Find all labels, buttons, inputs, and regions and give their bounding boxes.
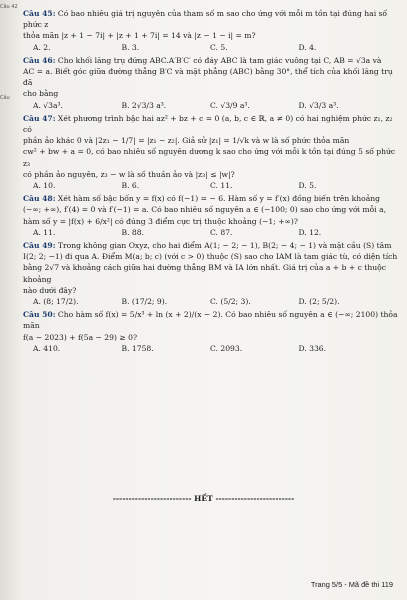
answer-options <box>23 343 399 354</box>
question-text: cho bằng <box>23 89 59 99</box>
answer-options <box>23 100 399 111</box>
answer-options <box>23 296 399 307</box>
option-c[interactable]: C. 2093. <box>210 343 243 353</box>
question-text: I(2; 2; −1) đi qua A. Điểm M(a; b; c) (với c > 0) thuộc (S) sao cho IAM là tam giác tù, có diện tích <box>23 252 398 262</box>
question-label: Câu 49: <box>23 241 56 251</box>
option-b[interactable]: B. 1758. <box>121 343 154 353</box>
question-text: f(a − 2023) + f(5a − 29) ≥ 0? <box>23 332 138 342</box>
question-45 <box>23 8 399 53</box>
option-d[interactable]: D. 336. <box>298 343 327 353</box>
question-text: phần ảo khác 0 và |2z₁ − 1/7| = |z₁ − z₂|. Giả sử |z₁| = 1/√k và w là số phức thỏa mãn <box>23 136 350 146</box>
option-d[interactable]: D. (2; 5/2). <box>298 297 340 307</box>
option-a[interactable]: A. (8; 17/2). <box>33 297 79 307</box>
answer-options <box>23 227 399 238</box>
question-47 <box>23 113 399 191</box>
option-b[interactable]: B. 6. <box>121 181 140 191</box>
question-text: cw² + bw + a = 0, có bao nhiêu số nguyên dương k sao cho ứng với mỗi k tồn tại đúng 5 số phức z₃ <box>23 147 396 168</box>
question-text: có phần ảo nguyên, z₃ − w là số thuần ảo và |z₃| ≤ |w|? <box>23 169 235 179</box>
question-text: Xét hàm số bậc bốn y = f(x) có f(−1) = − 6. Hàm số y = f′(x) đồng biến trên khoảng <box>57 194 380 204</box>
question-text: Cho khối lăng trụ đứng ABC.A′B′C′ có đáy ABC là tam giác vuông tại C, AB = √3a và <box>57 55 382 65</box>
option-c[interactable]: C. √3/9 a³. <box>210 100 250 110</box>
question-list <box>23 8 399 354</box>
question-text: hàm số y = |f(x) + 6/x²| có đúng 3 điểm cực trị thuộc khoảng (−1; +∞)? <box>23 216 298 226</box>
question-text: Cho hàm số f(x) = 5/x³ + ln (x + 2)/(x − 2). Có bao nhiêu số nguyên a ∈ (−∞; 2100) thỏa mãn <box>23 310 398 331</box>
option-b[interactable]: B. 88. <box>121 227 144 237</box>
option-c[interactable]: C. 5. <box>210 42 228 52</box>
margin-note: Câu <box>0 95 10 101</box>
margin-note: Câu 42 <box>0 4 18 10</box>
question-text: Trong không gian Oxyz, cho hai điểm A(1; − 2; − 1), B(2; − 4; − 1) và mặt cầu (S) tâm <box>57 241 392 251</box>
option-d[interactable]: D. √3/3 a³. <box>298 100 339 110</box>
question-label: Câu 50: <box>23 310 56 320</box>
question-text: Có bao nhiêu giá trị nguyên của tham số m sao cho ứng với mỗi m tồn tại đúng hai số phức z <box>23 9 388 30</box>
question-text: nào dưới đây? <box>23 285 77 295</box>
option-a[interactable]: A. 11. <box>33 227 56 237</box>
option-a[interactable]: A. 2. <box>33 42 51 52</box>
question-label: Câu 45: <box>23 9 56 18</box>
question-text: bằng 2√7 và khoảng cách giữa hai đường thẳng BM và IA lớn nhất. Giá trị của a + b + c thuộc khoảng <box>23 263 386 284</box>
question-text: (−∞; +∞), f′(4) = 0 và f′(−1) = a. Có bao nhiêu số nguyên a ∈ (−100; 0) sao cho ứng với mỗi a, <box>23 205 387 215</box>
question-50 <box>23 309 399 354</box>
option-c[interactable]: C. 87. <box>210 227 233 237</box>
option-a[interactable]: A. 410. <box>33 343 61 353</box>
option-b[interactable]: B. 2√3/3 a³. <box>121 100 167 110</box>
option-a[interactable]: A. 10. <box>33 181 56 191</box>
question-text: Xét phương trình bậc hai az² + bz + c = 0 (a, b, c ∈ ℝ, a ≠ 0) có hai nghiệm phức z₁, z₂ có <box>23 113 393 135</box>
end-of-exam-marker: ------------------------- HẾT ------------------------- <box>112 494 295 503</box>
option-b[interactable]: B. (17/2; 9). <box>121 297 168 307</box>
option-c[interactable]: C. (5/2; 3). <box>210 297 251 307</box>
option-d[interactable]: D. 4. <box>298 42 317 52</box>
option-c[interactable]: C. 11. <box>210 181 233 191</box>
answer-options <box>23 42 399 53</box>
question-49 <box>23 240 399 307</box>
option-d[interactable]: D. 5. <box>298 181 317 191</box>
question-46 <box>23 55 399 111</box>
question-label: Câu 46: <box>23 55 56 65</box>
question-text: AC = a. Biết góc giữa đường thẳng B′C và mặt phẳng (ABC) bằng 30°, thể tích của khối lăng trụ đã <box>23 67 393 88</box>
page-footer: Trang 5/5 - Mã đề thi 119 <box>310 580 393 589</box>
option-b[interactable]: B. 3. <box>121 42 140 52</box>
question-label: Câu 48: <box>23 194 56 204</box>
question-48 <box>23 193 399 238</box>
question-text: thỏa mãn |z + 1 − 7i| + |z + 1 + 7i| = 14 và |z − 1 − i| = m? <box>23 31 256 41</box>
option-a[interactable]: A. √3a³. <box>33 100 63 110</box>
option-d[interactable]: D. 12. <box>298 227 322 237</box>
question-label: Câu 47: <box>23 113 56 123</box>
answer-options <box>23 180 399 191</box>
